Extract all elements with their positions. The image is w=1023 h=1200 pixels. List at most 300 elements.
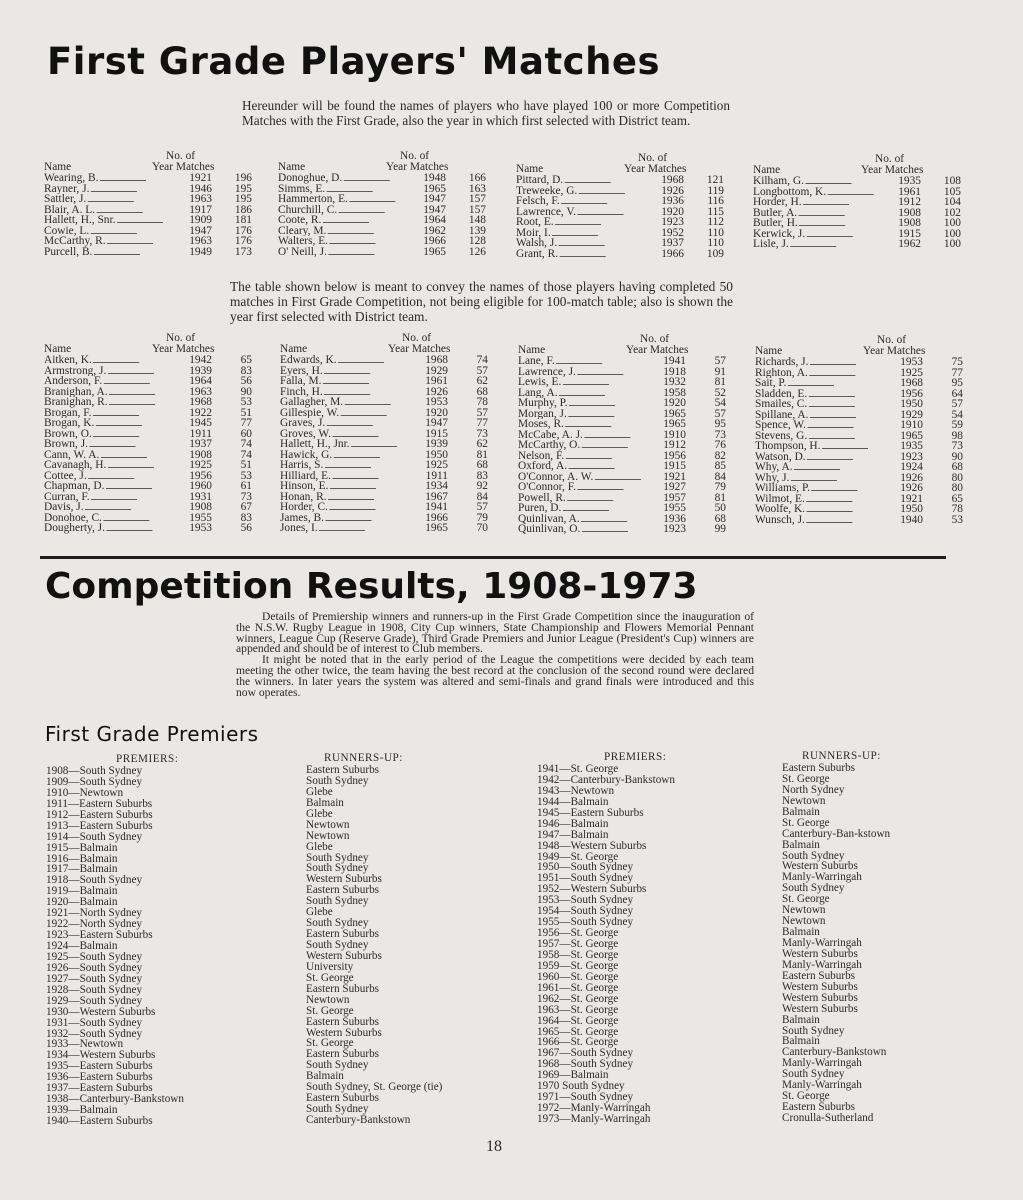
player-matches: 83: [240, 511, 252, 524]
player-year: 1953: [189, 522, 212, 534]
player-matches: 176: [234, 235, 252, 247]
player-year: 1911: [425, 469, 448, 482]
player-name: Stevens, G. .....: [755, 431, 893, 442]
player-matches: 100: [943, 238, 961, 250]
premier-entry: 1929—South Sydney: [46, 994, 143, 1007]
runner-up-entry: South Sydney: [782, 1024, 845, 1037]
player-name: Purcell, B. .....: [44, 247, 182, 258]
player-year: 1945: [189, 417, 212, 429]
player-row: [280, 387, 488, 398]
runner-up-entry: South Sydney: [306, 917, 369, 930]
player-row: [280, 355, 488, 366]
player-row: [516, 186, 724, 197]
subsection-title-first-grade-premiers: First Grade Premiers: [45, 722, 259, 746]
premier-entry: 1967—South Sydney: [537, 1047, 634, 1060]
column-header-row: [280, 344, 488, 355]
player-row: [755, 399, 963, 410]
player-matches: 104: [943, 196, 961, 208]
player-matches: 109: [706, 247, 724, 260]
player-name: Thompson, H. .....: [755, 441, 893, 452]
column-header-no-of: No. of: [638, 152, 668, 164]
runner-up-entry: St. George: [306, 971, 354, 984]
player-row: [518, 377, 726, 388]
player-name: McCabe, A. J. .....: [518, 430, 656, 441]
player-name: Curran, F. .....: [44, 492, 182, 503]
column-header-year-matches: Year Matches: [863, 345, 926, 357]
player-matches: 80: [951, 482, 963, 494]
column-header-row: [755, 346, 963, 357]
column-header-row: [516, 164, 724, 175]
player-name: Sladden, E. .....: [755, 389, 893, 400]
player-row: [280, 376, 488, 387]
player-row: [44, 460, 252, 471]
player-matches: 92: [476, 480, 488, 492]
premiers-heading: PREMIERS:: [116, 753, 179, 765]
player-year: 1947: [423, 193, 446, 205]
player-year: 1926: [900, 471, 923, 484]
player-row: [516, 196, 724, 207]
premier-entry: 1950—South Sydney: [537, 861, 634, 874]
player-matches: 60: [240, 427, 252, 440]
player-matches: 51: [240, 459, 252, 471]
premier-entry: 1949—St. George: [537, 850, 619, 863]
player-matches: 83: [240, 364, 252, 377]
player-row: [280, 492, 488, 503]
player-matches: 121: [706, 174, 724, 186]
premiers-column-1908-1940: [46, 754, 184, 1127]
player-matches: 95: [951, 377, 963, 389]
premier-entry: 1938—Canterbury-Bankstown: [46, 1093, 184, 1106]
player-row: [755, 494, 963, 505]
player-row: [516, 228, 724, 239]
player-year: 1912: [663, 439, 686, 451]
premier-entry: 1955—South Sydney: [537, 916, 634, 929]
player-matches: 68: [714, 512, 726, 525]
player-year: 1963: [189, 235, 212, 247]
premier-entry: 1952—Western Suburbs: [537, 883, 647, 896]
player-matches: 85: [714, 460, 726, 472]
premier-entry: 1908—South Sydney: [46, 765, 143, 777]
player-year: 1927: [663, 481, 686, 493]
player-year: 1915: [663, 460, 686, 472]
player-name: Graves, J. .....: [280, 418, 418, 429]
player-name: McCarthy, O. .....: [518, 440, 656, 451]
player-year: 1929: [900, 408, 923, 421]
runner-up-entry: Western Suburbs: [782, 1002, 858, 1015]
player-year: 1950: [900, 398, 923, 410]
premier-entry: 1961—St. George: [537, 981, 619, 994]
runner-up-entry: Cronulla-Sutherland: [782, 1112, 874, 1124]
player-matches: 83: [476, 469, 488, 482]
player-year: 1947: [189, 224, 212, 237]
player-matches: 68: [476, 385, 488, 398]
runner-up-entry: Canterbury-Bankstown: [782, 1046, 887, 1059]
runner-up-entry: Glebe: [306, 906, 333, 919]
player-name: Murphy, P. .....: [518, 398, 656, 409]
runner-up-entry: Western Suburbs: [782, 980, 858, 993]
player-year: 1929: [425, 364, 448, 377]
player-row: [755, 389, 963, 400]
player-row: [280, 481, 488, 492]
player-row: [518, 472, 726, 483]
player-row: [753, 176, 961, 187]
runner-up-entry: Newtown: [782, 794, 826, 807]
runner-up-entry: Newtown: [306, 818, 350, 831]
runner-up-entry: Eastern Suburbs: [782, 969, 856, 982]
player-name: Brogan, K. .....: [44, 418, 182, 429]
player-matches: 81: [714, 491, 726, 504]
runner-up-entry: St. George: [782, 816, 830, 829]
premier-entry: 1916—Balmain: [46, 852, 118, 865]
player-name: O'Connor, F. .....: [518, 482, 656, 493]
runner-up-entry: Balmain: [306, 1070, 344, 1083]
player-row: [278, 205, 486, 216]
player-name: Treweeke, G. .....: [516, 186, 654, 197]
column-header-year-matches: Year Matches: [388, 343, 451, 355]
player-matches: 77: [951, 366, 963, 379]
premier-entry: 1966—St. George: [537, 1036, 619, 1049]
runner-up-entry: Western Suburbs: [306, 873, 382, 886]
premier-entry: 1935—Eastern Suburbs: [46, 1060, 153, 1073]
premier-entry: 1964—St. George: [537, 1014, 619, 1027]
player-year: 1963: [189, 385, 212, 398]
player-name: Root, E. .....: [516, 217, 654, 228]
player-year: 1961: [898, 185, 921, 198]
player-name: Spence, W. .....: [755, 420, 893, 431]
player-year: 1968: [900, 377, 923, 389]
player-name: Gallagher, M. .....: [280, 397, 418, 408]
column-header-name: Name: [518, 344, 546, 356]
player-name: Blair, A. L. .....: [44, 205, 182, 216]
premier-entry: 1932—South Sydney: [46, 1027, 143, 1040]
runner-up-entry: Manly-Warringah: [782, 1057, 862, 1070]
runner-up-entry: Glebe: [306, 840, 333, 853]
player-matches: 61: [240, 480, 252, 492]
runner-up-entry: South Sydney: [306, 1059, 369, 1072]
player-name: Righton, A. .....: [755, 368, 893, 379]
intro-100-matches: Hereunder will be found the names of players who have played 100 or more Competition Matches with the First Grade, also the year in which first selected with District team.: [242, 98, 730, 128]
runner-up-entry: Balmain: [782, 1013, 820, 1026]
description-paragraph-1: Details of Premiership winners and runners-up in the First Grade Competition since the inauguration of the N.S.W. Rugby League in 1908, City Cup winners, State Championship and Flowers Memorial Pennant winners, League Cup (Reserve Grade), Third Grade Premiers and Junior League (President's Cup) winners are appended and should be of interest to Club members.: [236, 610, 754, 656]
player-year: 1966: [661, 247, 684, 260]
runner-up-entry: Newtown: [782, 904, 826, 917]
player-matches: 74: [476, 354, 488, 366]
player-matches: 50: [714, 502, 726, 514]
player-year: 1940: [900, 513, 923, 526]
player-name: Smailes, C. .....: [755, 399, 893, 410]
hundred-match-column-4: [753, 154, 961, 250]
premier-entry: 1972—Manly-Warringah: [537, 1102, 651, 1115]
player-name: Moir, I. .....: [516, 228, 654, 239]
player-row: [755, 431, 963, 442]
player-name: Powell, R. .....: [518, 493, 656, 504]
player-row: [516, 217, 724, 228]
runner-up-entry: South Sydney: [306, 774, 369, 787]
player-year: 1962: [898, 238, 921, 250]
player-row: [280, 523, 488, 534]
player-matches: 173: [234, 245, 252, 258]
player-row: [753, 239, 961, 250]
player-row: [753, 187, 961, 198]
player-row: [44, 481, 252, 492]
fifty-match-column-1: [44, 333, 252, 534]
premier-entry: 1934—Western Suburbs: [46, 1049, 156, 1062]
player-name: Sait, P. .....: [755, 378, 893, 389]
player-name: Armstrong, J. .....: [44, 366, 182, 377]
player-row: [518, 461, 726, 472]
player-name: Walters, E. .....: [278, 236, 416, 247]
runner-up-entry: Canterbury-Ban-kstown: [782, 827, 891, 840]
player-year: 1955: [663, 502, 686, 514]
player-year: 1923: [900, 450, 923, 463]
player-name: Brown, J. .....: [44, 439, 182, 450]
player-row: [44, 355, 252, 366]
column-header-year-matches: Year Matches: [861, 164, 924, 176]
player-matches: 196: [234, 172, 252, 184]
player-year: 1923: [661, 216, 684, 228]
runner-up-entry: South Sydney: [782, 849, 845, 862]
fifty-match-column-3: [518, 334, 726, 535]
player-name: O'Connor, A. W. .....: [518, 472, 656, 483]
column-header-name: Name: [753, 164, 781, 176]
player-matches: 128: [468, 235, 486, 247]
player-matches: 99: [714, 523, 726, 535]
hundred-match-column-2: [278, 151, 486, 257]
player-matches: 54: [951, 408, 963, 421]
player-name: Butler, H. .....: [753, 218, 891, 229]
player-matches: 73: [714, 428, 726, 441]
premier-entry: 1959—St. George: [537, 959, 619, 972]
player-year: 1958: [663, 386, 686, 399]
player-row: [755, 410, 963, 421]
player-matches: 112: [707, 216, 724, 228]
player-name: Eyers, H. .....: [280, 366, 418, 377]
player-matches: 64: [951, 387, 963, 400]
player-year: 1955: [189, 511, 212, 524]
player-matches: 57: [951, 398, 963, 410]
column-header-year-matches: Year Matches: [152, 161, 215, 173]
player-year: 1911: [189, 427, 212, 440]
premier-entry: 1910—Newtown: [46, 786, 124, 799]
player-year: 1935: [900, 440, 923, 452]
player-matches: 98: [951, 429, 963, 442]
runner-up-entry: Balmain: [782, 926, 820, 939]
player-name: Coote, R. .....: [278, 215, 416, 226]
player-row: [755, 452, 963, 463]
runner-up-entry: Glebe: [306, 807, 333, 820]
player-name: Richards, J. .....: [755, 357, 893, 368]
player-year: 1950: [425, 448, 448, 461]
premier-entry: 1940—Eastern Suburbs: [46, 1115, 153, 1127]
player-name: Wearing, B. .....: [44, 173, 182, 184]
premier-entry: 1930—Western Suburbs: [46, 1005, 156, 1018]
player-name: Hallett, H., Snr. .....: [44, 215, 182, 226]
player-matches: 53: [240, 396, 252, 408]
runner-up-entry: St. George: [782, 893, 830, 906]
player-row: [518, 409, 726, 420]
premier-entry: 1936—Eastern Suburbs: [46, 1071, 153, 1084]
column-header-no-of: No. of: [166, 150, 196, 162]
player-matches: 81: [714, 376, 726, 388]
premier-entry: 1958—St. George: [537, 948, 619, 961]
player-year: 1915: [425, 427, 448, 440]
player-row: [518, 419, 726, 430]
player-name: Cleary, M. .....: [278, 226, 416, 237]
player-matches: 186: [234, 203, 252, 216]
column-header-no-of: No. of: [402, 332, 432, 344]
player-matches: 54: [714, 397, 726, 409]
player-matches: 82: [714, 449, 726, 462]
player-name: Why, A. .....: [755, 462, 893, 473]
player-matches: 57: [476, 501, 488, 513]
player-name: Morgan, J. .....: [518, 409, 656, 420]
player-name: Sattler, J. .....: [44, 194, 182, 205]
column-header-row: [44, 344, 252, 355]
premier-entry: 1914—South Sydney: [46, 830, 143, 843]
premier-entry: 1923—Eastern Suburbs: [46, 929, 153, 942]
player-row: [516, 249, 724, 260]
player-row: [753, 208, 961, 219]
premier-entry: 1973—Manly-Warringah: [537, 1113, 651, 1125]
runner-up-entry: Western Suburbs: [782, 991, 858, 1004]
player-name: Horder, C. .....: [280, 502, 418, 513]
player-year: 1920: [663, 397, 686, 409]
player-row: [280, 439, 488, 450]
player-year: 1968: [189, 396, 212, 408]
player-row: [518, 398, 726, 409]
player-name: Quinlivan, A. .....: [518, 514, 656, 525]
player-row: [518, 388, 726, 399]
page-number: 18: [486, 1138, 502, 1155]
player-year: 1964: [189, 375, 212, 387]
runner-up-entry: Balmain: [782, 1035, 820, 1048]
player-name: Branighan, R. .....: [44, 397, 182, 408]
runner-up-entry: Western Suburbs: [782, 947, 858, 960]
player-matches: 84: [714, 470, 726, 483]
player-name: Harris, S. .....: [280, 460, 418, 471]
player-row: [280, 471, 488, 482]
player-matches: 181: [234, 214, 252, 226]
premier-entry: 1947—Balmain: [537, 828, 609, 841]
player-year: 1961: [425, 375, 448, 387]
player-name: Falla, M. .....: [280, 376, 418, 387]
player-year: 1964: [423, 214, 446, 226]
column-header-name: Name: [280, 343, 308, 355]
player-matches: 108: [943, 175, 961, 187]
player-row: [755, 462, 963, 473]
runner-up-entry: Eastern Suburbs: [306, 764, 380, 776]
player-row: [44, 226, 252, 237]
player-matches: 84: [476, 490, 488, 503]
player-matches: 163: [468, 182, 486, 195]
player-row: [518, 524, 726, 535]
player-name: Churchill, C. .....: [278, 205, 416, 216]
player-year: 1968: [425, 354, 448, 366]
player-year: 1921: [900, 492, 923, 505]
column-header-no-of: No. of: [875, 153, 905, 165]
player-row: [44, 173, 252, 184]
player-year: 1962: [423, 224, 446, 237]
player-row: [753, 197, 961, 208]
player-year: 1968: [661, 174, 684, 186]
player-row: [44, 471, 252, 482]
runner-up-entry: South Sydney: [782, 882, 845, 895]
player-year: 1920: [661, 205, 684, 218]
section-title-competition-results: Competition Results, 1908-1973: [45, 566, 698, 607]
runner-up-entry: Manly-Warringah: [782, 1079, 862, 1092]
player-row: [44, 194, 252, 205]
player-name: Hallett, H., Jnr. .....: [280, 439, 418, 450]
player-matches: 68: [476, 459, 488, 471]
player-name: Spillane, A. .....: [755, 410, 893, 421]
player-name: Nelson, F. .....: [518, 451, 656, 462]
player-year: 1941: [663, 355, 686, 367]
player-year: 1923: [663, 523, 686, 535]
player-year: 1950: [900, 503, 923, 515]
column-header-no-of: No. of: [640, 333, 670, 345]
player-row: [518, 503, 726, 514]
runner-up-entry: South Sydney: [306, 895, 369, 908]
player-row: [44, 366, 252, 377]
runner-up-entry: Eastern Suburbs: [306, 1015, 380, 1028]
premiers-heading: PREMIERS:: [604, 751, 667, 763]
player-name: Felsch, F. .....: [516, 196, 654, 207]
player-year: 1965: [900, 429, 923, 442]
player-row: [518, 514, 726, 525]
player-matches: 119: [707, 184, 724, 197]
premier-entry: 1939—Balmain: [46, 1104, 118, 1117]
player-row: [518, 440, 726, 451]
player-row: [518, 367, 726, 378]
player-matches: 78: [951, 503, 963, 515]
player-row: [280, 513, 488, 524]
premier-entry: 1911—Eastern Suburbs: [46, 797, 153, 810]
runner-up-entry: Balmain: [782, 838, 820, 851]
premier-entry: 1913—Eastern Suburbs: [46, 819, 153, 832]
player-name: Lawrence, J. .....: [518, 367, 656, 378]
player-matches: 57: [476, 406, 488, 419]
player-year: 1908: [898, 206, 921, 219]
player-year: 1931: [189, 490, 212, 503]
player-row: [44, 492, 252, 503]
premier-entry: 1928—South Sydney: [46, 983, 143, 996]
player-year: 1937: [661, 237, 684, 249]
player-row: [280, 366, 488, 377]
player-name: Jones, I. .....: [280, 523, 418, 534]
player-matches: 73: [240, 490, 252, 503]
player-year: 1956: [663, 449, 686, 462]
premier-entry: 1922—North Sydney: [46, 918, 143, 931]
player-name: Horder, H. .....: [753, 197, 891, 208]
player-year: 1932: [663, 376, 686, 388]
column-header-name: Name: [516, 163, 544, 175]
player-year: 1908: [898, 217, 921, 229]
player-row: [755, 357, 963, 368]
player-name: Aitken, K. .....: [44, 355, 182, 366]
runners-up-heading: RUNNERS-UP:: [324, 752, 403, 764]
player-row: [755, 515, 963, 526]
premier-entry: 1965—St. George: [537, 1025, 619, 1038]
column-header-no-of: No. of: [166, 332, 196, 344]
player-matches: 73: [951, 440, 963, 452]
player-matches: 80: [951, 471, 963, 484]
runner-up-entry: North Sydney: [782, 783, 845, 796]
column-header-name: Name: [44, 343, 72, 355]
player-year: 1909: [189, 214, 212, 226]
premier-entry: 1919—Balmain: [46, 885, 118, 898]
premier-entry: 1951—South Sydney: [537, 872, 634, 885]
player-matches: 53: [951, 513, 963, 526]
